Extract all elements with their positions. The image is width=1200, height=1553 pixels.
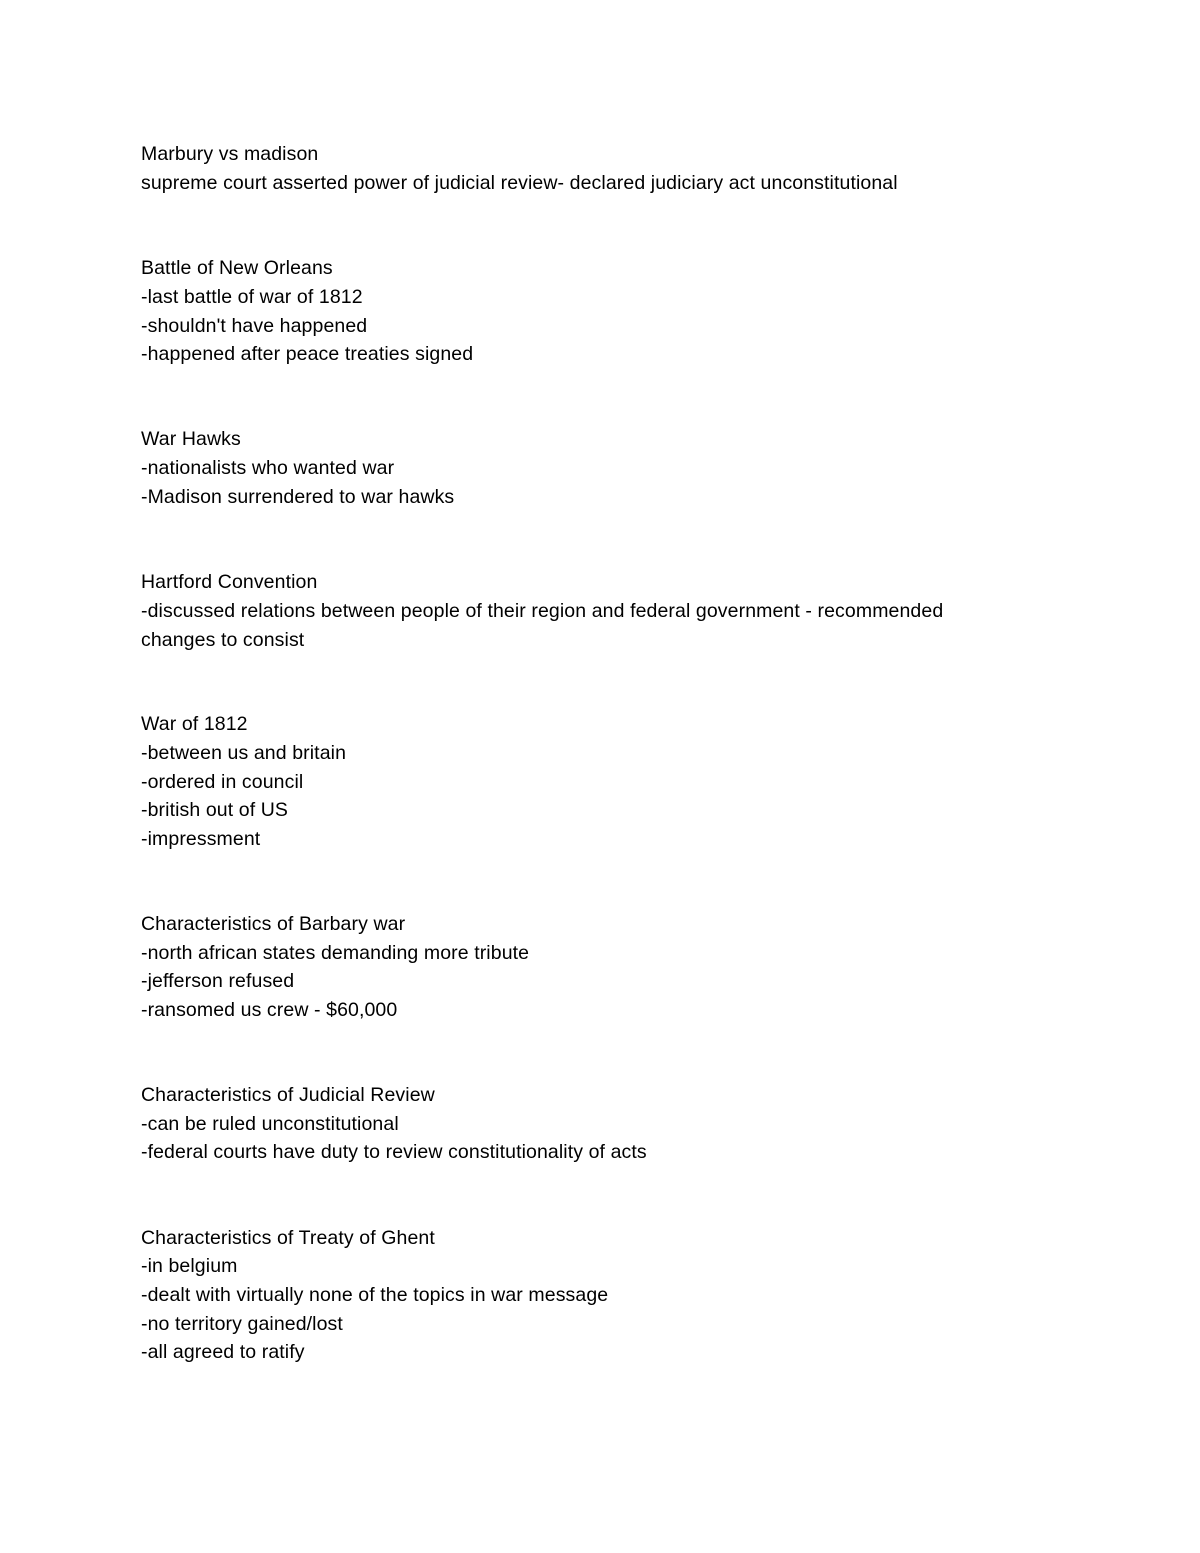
note-line: -north african states demanding more tribute [141, 942, 530, 964]
section-heading: Battle of New Orleans [141, 257, 333, 279]
section-heading: Characteristics of Treaty of Ghent [141, 1227, 435, 1249]
note-line: -in belgium [141, 1255, 238, 1277]
note-line: -can be ruled unconstitutional [141, 1113, 399, 1135]
section-heading: Characteristics of Judicial Review [141, 1084, 435, 1106]
note-line: -federal courts have duty to review constitutionality of acts [141, 1141, 647, 1163]
section-heading: Marbury vs madison [141, 143, 319, 165]
note-line: -jefferson refused [141, 970, 295, 992]
note-line: -no territory gained/lost [141, 1313, 343, 1335]
note-line: -impressment [141, 828, 261, 850]
note-line: -between us and britain [141, 742, 347, 764]
note-line: supreme court asserted power of judicial review- declared judiciary act unconstitutional [141, 172, 898, 194]
section-heading: Characteristics of Barbary war [141, 913, 406, 935]
note-line: -all agreed to ratify [141, 1341, 305, 1363]
section-heading: War Hawks [141, 428, 241, 450]
note-line: -discussed relations between people of their region and federal government - recommended [141, 600, 944, 622]
note-line: changes to consist [141, 629, 305, 651]
section-heading: War of 1812 [141, 713, 248, 735]
note-line: -british out of US [141, 799, 289, 821]
note-line: -last battle of war of 1812 [141, 286, 363, 308]
note-line: -ransomed us crew - $60,000 [141, 999, 398, 1021]
note-line: -ordered in council [141, 771, 304, 793]
section-heading: Hartford Convention [141, 571, 318, 593]
note-line: -shouldn't have happened [141, 315, 368, 337]
note-line: -Madison surrendered to war hawks [141, 486, 455, 508]
note-line: -dealt with virtually none of the topics in war message [141, 1284, 609, 1306]
note-line: -happened after peace treaties signed [141, 343, 474, 365]
note-line: -nationalists who wanted war [141, 457, 395, 479]
